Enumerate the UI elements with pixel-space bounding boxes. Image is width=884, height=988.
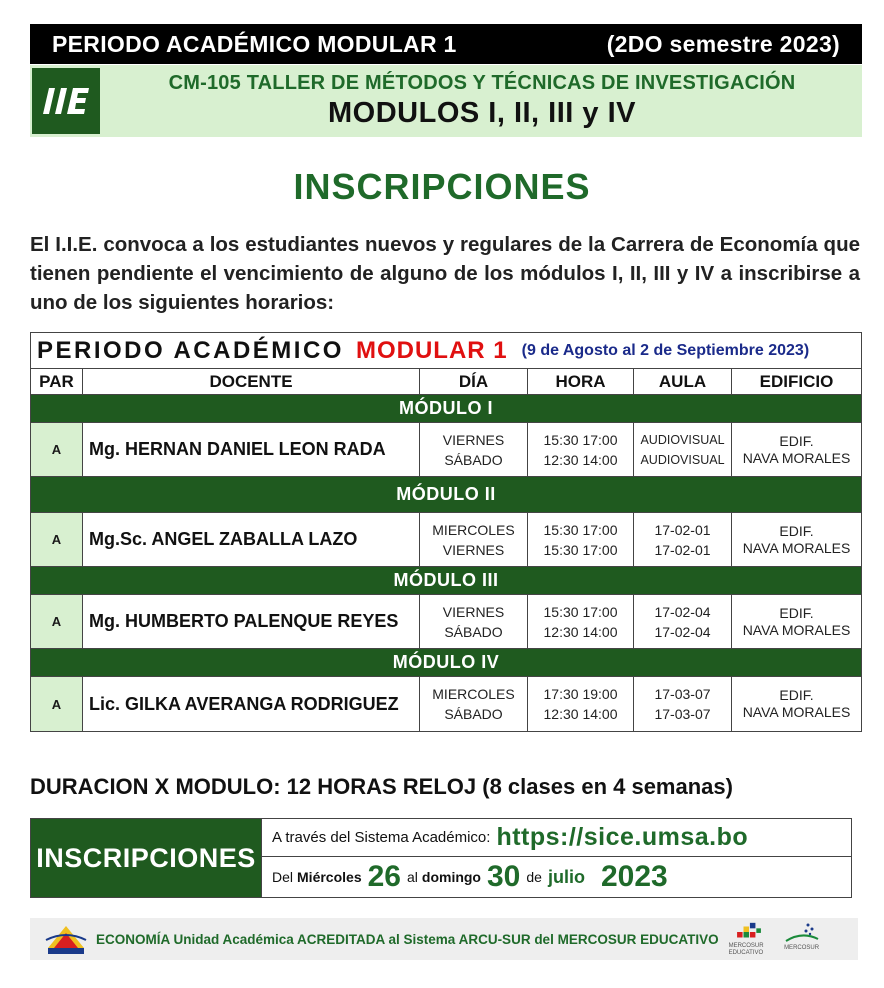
aula-line: 17-03-07 [654, 686, 711, 702]
cell-dia [420, 595, 528, 648]
cell-aula [634, 677, 732, 731]
cell-aula [634, 595, 732, 648]
header-docente: DOCENTE [83, 369, 420, 394]
dia-line: SÁBADO [444, 451, 503, 468]
date-month: julio [547, 866, 585, 887]
cell-hora [528, 513, 634, 566]
cell-par: A [31, 423, 83, 476]
date-de: de [526, 869, 542, 885]
cell-hora [528, 677, 634, 731]
cell-edificio [732, 677, 861, 731]
cell-aula [634, 513, 732, 566]
aula-line: AUDIOVISUAL [640, 432, 725, 447]
course-modules: MODULOS I, II, III y IV [328, 97, 636, 129]
cell-dia [420, 423, 528, 476]
cell-par: A [31, 595, 83, 648]
enrollment-via-text: A través del Sistema Académico: [272, 829, 491, 846]
course-code: CM-105 TALLER DE MÉTODOS Y TÉCNICAS DE INVESTIGACIÓN [168, 72, 796, 94]
enrollment-box [30, 818, 852, 898]
enrollment-via [262, 819, 851, 857]
edificio-line: NAVA MORALES [742, 704, 851, 720]
page-title: INSCRIPCIONES [293, 166, 591, 207]
mercosur-label: MERCOSUR [784, 945, 820, 951]
cell-edificio [732, 595, 861, 648]
iie-logo-icon [32, 68, 100, 134]
enrollment-label: INSCRIPCIONES [31, 819, 261, 897]
edificio-line: NAVA MORALES [742, 621, 851, 638]
schedule-title-period: PERIODO ACADÉMICO [37, 336, 344, 364]
footer-text: ECONOMÍA Unidad Académica ACREDITADA al Sistema ARCU-SUR del MERCOSUR EDUCATIVO [96, 931, 719, 947]
header-hora: HORA [528, 369, 634, 394]
dia-line: VIERNES [442, 541, 505, 558]
date-del: Del [272, 869, 294, 885]
table-row [31, 513, 861, 567]
module-heading: MÓDULO III [31, 567, 861, 595]
banner-period: PERIODO ACADÉMICO MODULAR 1 [52, 30, 457, 57]
header-edificio: EDIFICIO [759, 371, 834, 391]
top-banner [30, 24, 862, 64]
header-aula: AULA [634, 369, 732, 394]
cell-edificio [732, 513, 861, 566]
header-dia: DÍA [420, 369, 528, 394]
dia-line: VIERNES [442, 431, 505, 448]
intro-paragraph: El I.I.E. convoca a los estudiantes nuevos y regulares de la Carrera de Economía que tienen pendiente el vencimiento de alguno de los módulos I, II, III y IV a inscribirse a uno de los siguientes horarios: [30, 233, 860, 314]
duration-note: DURACION X MODULO: 12 HORAS RELOJ (8 clases en 4 semanas) [30, 774, 733, 799]
dia-line: VIERNES [442, 603, 505, 620]
module-heading: MÓDULO I [31, 395, 861, 423]
table-header-row [31, 369, 861, 395]
mercosur-educativo-logo-icon [729, 921, 769, 957]
schedule-dates: (9 de Agosto al 2 de Septiembre 2023) [521, 341, 810, 359]
footer-accreditation [30, 918, 858, 960]
dia-line: SÁBADO [444, 623, 503, 640]
cell-docente: Mg.Sc. ANGEL ZABALLA LAZO [83, 513, 420, 566]
cell-docente: Lic. GILKA AVERANGA RODRIGUEZ [83, 677, 420, 731]
cell-docente: Mg. HERNAN DANIEL LEON RADA [83, 423, 420, 476]
aula-line: 17-02-01 [654, 521, 711, 538]
schedule-title [31, 333, 861, 369]
enrollment-url-link[interactable]: https://sice.umsa.bo [496, 823, 749, 851]
dia-line: MIERCOLES [432, 521, 515, 538]
hora-line: 12:30 14:00 [543, 706, 618, 722]
hora-line: 17:30 19:00 [543, 686, 618, 702]
hora-line: 12:30 14:00 [543, 623, 618, 640]
date-end-dayname: domingo [421, 869, 481, 885]
dia-line: MIERCOLES [432, 686, 515, 702]
mercosur-logo-icon [773, 921, 831, 957]
aula-line: 17-02-04 [654, 623, 711, 640]
banner-semester: (2DO semestre 2023) [606, 30, 840, 57]
hora-line: 12:30 14:00 [543, 451, 618, 468]
course-header [30, 65, 862, 137]
dia-line: SÁBADO [444, 706, 503, 722]
table-row [31, 677, 861, 731]
cell-par: A [31, 677, 83, 731]
aula-line: 17-03-07 [654, 706, 711, 722]
edificio-line: EDIF. [779, 604, 814, 621]
mercosur-educativo-label: MERCOSUR EDUCATIVO [728, 943, 764, 956]
edificio-line: EDIF. [779, 522, 814, 539]
cell-aula [634, 423, 732, 476]
hora-line: 15:30 17:00 [543, 431, 618, 448]
aula-line: 17-02-01 [654, 541, 711, 558]
date-start-dayname: Miércoles [297, 869, 362, 885]
cell-par: A [31, 513, 83, 566]
edificio-line: EDIF. [779, 687, 814, 703]
hora-line: 15:30 17:00 [543, 521, 618, 538]
cell-dia [420, 513, 528, 566]
cell-docente: Mg. HUMBERTO PALENQUE REYES [83, 595, 420, 648]
header-par: PAR [31, 369, 83, 394]
date-year: 2023 [600, 860, 668, 893]
edificio-line: EDIF. [779, 432, 814, 449]
schedule-title-modular: MODULAR 1 [355, 336, 508, 364]
enrollment-dates [262, 857, 851, 897]
cell-hora [528, 595, 634, 648]
cell-dia [420, 677, 528, 731]
module-heading: MÓDULO II [31, 477, 861, 513]
edificio-line: NAVA MORALES [742, 449, 851, 466]
module-heading: MÓDULO IV [31, 649, 861, 677]
hora-line: 15:30 17:00 [543, 603, 618, 620]
table-row [31, 595, 861, 649]
aula-line: AUDIOVISUAL [640, 452, 725, 467]
aula-line: 17-02-04 [654, 603, 711, 620]
cell-hora [528, 423, 634, 476]
date-start-day: 26 [367, 860, 401, 893]
cell-edificio [732, 423, 861, 476]
schedule-table [30, 332, 862, 732]
date-al: al [406, 869, 418, 885]
hora-line: 15:30 17:00 [543, 541, 618, 558]
table-row [31, 423, 861, 477]
economia-umsa-logo-icon [44, 922, 88, 956]
date-end-day: 30 [487, 860, 521, 893]
edificio-line: NAVA MORALES [742, 539, 851, 556]
